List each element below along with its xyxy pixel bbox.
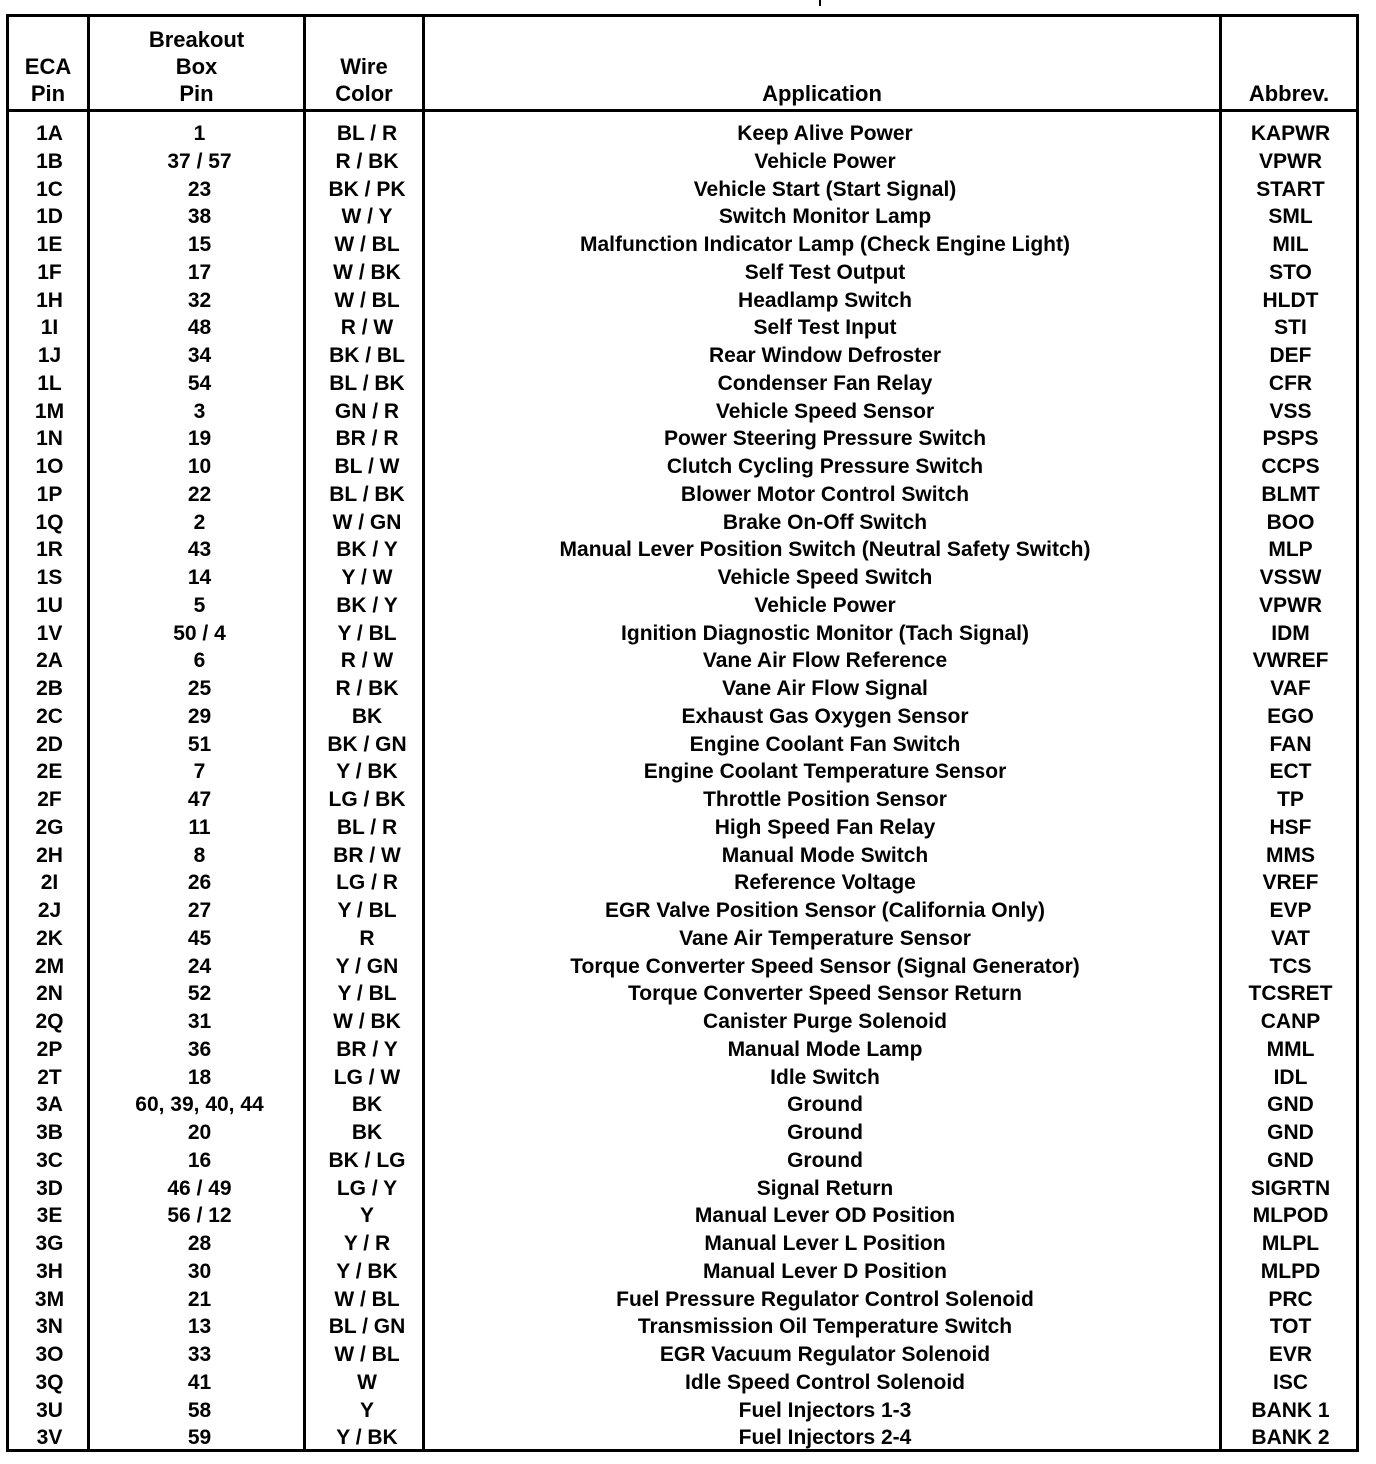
breakout-box-pin-cell: 60, 39, 40, 44 [135, 1093, 264, 1117]
application-cell: High Speed Fan Relay [714, 815, 936, 839]
table-row [9, 1119, 1356, 1147]
breakout-box-pin-cell: 6 [193, 649, 206, 673]
abbrev-cell: BOO [1266, 510, 1315, 534]
eca-pin-cell: 2A [36, 649, 63, 673]
application-cell: Clutch Cycling Pressure Switch [666, 455, 984, 478]
wire-color-cell: R / BK [335, 677, 399, 700]
eca-pin-cell: 2E [36, 760, 63, 784]
wire-color-cell: R / W [340, 649, 394, 673]
breakout-box-pin-cell: 15 [187, 233, 212, 256]
wire-color-cell: LG / R [336, 871, 398, 895]
application-cell: Self Test Input [753, 316, 897, 340]
abbrev-cell: MLP [1268, 538, 1313, 562]
application-cell: EGR Vacuum Regulator Solenoid [659, 1343, 991, 1366]
eca-pin-cell: 1V [36, 621, 63, 645]
application-cell: Vane Air Temperature Sensor [679, 926, 971, 950]
abbrev-cell: EVR [1268, 1343, 1313, 1366]
eca-pin-cell: 3E [36, 1204, 63, 1228]
eca-pin-cell: 1F [37, 260, 62, 284]
wire-color-cell: BL / GN [328, 1315, 406, 1339]
application-cell: Fuel Injectors 2-4 [738, 1426, 912, 1450]
eca-pin-cell: 3O [35, 1343, 64, 1366]
wire-color-cell: BK [351, 1093, 383, 1117]
table-row [9, 647, 1356, 675]
abbrev-cell: TCSRET [1248, 982, 1333, 1006]
abbrev-cell: ECT [1269, 760, 1312, 784]
wire-color-cell: R / W [340, 316, 394, 340]
wire-color-cell: BR / Y [336, 1037, 398, 1061]
abbrev-cell: VREF [1262, 871, 1319, 895]
breakout-box-pin-cell: 59 [187, 1426, 212, 1450]
wire-color-cell: Y / R [343, 1232, 391, 1255]
wire-color-cell: Y / BL [337, 982, 397, 1006]
abbrev-cell: VAF [1270, 677, 1311, 700]
wire-color-cell: Y / BK [336, 760, 398, 784]
eca-pin-cell: 3A [36, 1093, 63, 1117]
application-cell: Vehicle Power [754, 593, 896, 617]
application-cell: Power Steering Pressure Switch [663, 427, 987, 451]
abbrev-cell: CANP [1260, 1010, 1321, 1033]
breakout-box-pin-cell: 27 [187, 899, 212, 922]
wire-color-cell: Y [359, 1398, 374, 1422]
table-row [9, 980, 1356, 1008]
breakout-box-pin-cell: 22 [187, 482, 212, 506]
table-row [9, 897, 1356, 925]
wire-color-cell: Y / GN [335, 954, 399, 978]
application-cell: Rear Window Defroster [708, 344, 941, 367]
abbrev-cell: EGO [1267, 704, 1314, 728]
eca-pin-cell: 1P [36, 482, 63, 506]
breakout-box-pin-cell: 2 [193, 510, 206, 534]
application-cell: Throttle Position Sensor [703, 788, 947, 811]
application-cell: Engine Coolant Temperature Sensor [643, 760, 1007, 784]
wire-color-cell: R [359, 926, 375, 950]
breakout-box-pin-cell: 10 [187, 455, 212, 478]
eca-pin-cell: 3Q [35, 1370, 64, 1394]
wire-color-cell: W / BK [333, 260, 401, 284]
wire-color-cell: W / GN [332, 510, 402, 534]
eca-pin-cell: 2C [36, 704, 63, 728]
application-cell: Manual Mode Lamp [727, 1037, 923, 1061]
eca-pin-cell: 1R [36, 538, 63, 562]
application-cell: Canister Purge Solenoid [703, 1010, 947, 1033]
breakout-box-pin-cell: 47 [187, 788, 212, 811]
wire-color-cell: W / BL [334, 1287, 400, 1311]
breakout-box-pin-cell: 41 [187, 1370, 212, 1394]
pinout-table [6, 14, 1359, 1452]
wire-color-cell: BL / BK [329, 371, 405, 395]
abbrev-cell: HSF [1269, 815, 1312, 839]
application-cell: Reference Voltage [734, 871, 916, 895]
eca-pin-cell: 2N [36, 982, 63, 1006]
application-cell: Self Test Output [744, 260, 906, 284]
header-breakout-box-pin: Breakout Box Pin [148, 27, 245, 106]
table-row [9, 176, 1356, 204]
breakout-box-pin-cell: 16 [187, 1148, 212, 1172]
abbrev-cell: GND [1267, 1148, 1314, 1172]
table-row [9, 925, 1356, 953]
eca-pin-cell: 3C [36, 1148, 63, 1172]
abbrev-cell: BANK 1 [1251, 1398, 1330, 1422]
abbrev-cell: MIL [1272, 233, 1309, 256]
table-row [9, 148, 1356, 176]
wire-color-cell: BK / LG [328, 1148, 406, 1172]
abbrev-cell: ISC [1272, 1370, 1308, 1394]
abbrev-cell: EVP [1269, 899, 1312, 922]
wire-color-cell: BK / BL [329, 344, 405, 367]
abbrev-cell: BANK 2 [1251, 1426, 1330, 1450]
header-application: Application [762, 81, 882, 106]
table-row [9, 536, 1356, 564]
breakout-box-pin-cell: 34 [187, 344, 212, 367]
eca-pin-cell: 3B [36, 1121, 63, 1144]
application-cell: Manual Lever L Position [704, 1232, 946, 1255]
table-row [9, 425, 1356, 453]
table-row [9, 592, 1356, 620]
eca-pin-cell: 1A [36, 122, 63, 145]
eca-pin-cell: 1B [36, 149, 63, 173]
abbrev-cell: MLPD [1260, 1259, 1321, 1283]
abbrev-cell: VWREF [1252, 649, 1329, 673]
breakout-box-pin-cell: 24 [187, 954, 212, 978]
table-row [9, 703, 1356, 731]
table-row [9, 1175, 1356, 1203]
table-row [9, 675, 1356, 703]
wire-color-cell: LG / W [333, 1065, 401, 1089]
wire-color-cell: BL / R [336, 815, 398, 839]
eca-pin-cell: 1S [36, 566, 63, 589]
wire-color-cell: BK [351, 704, 383, 728]
application-cell: Vane Air Flow Signal [722, 677, 928, 700]
wire-color-cell: BR / W [333, 843, 401, 867]
table-row [9, 1258, 1356, 1286]
breakout-box-pin-cell: 51 [187, 732, 212, 756]
application-cell: Manual Lever OD Position [694, 1204, 956, 1228]
table-row [9, 786, 1356, 814]
application-cell: Condenser Fan Relay [717, 371, 933, 395]
eca-pin-cell: 1E [36, 233, 63, 256]
abbrev-cell: MMS [1266, 843, 1315, 867]
breakout-box-pin-cell: 48 [187, 316, 212, 340]
abbrev-cell: BLMT [1261, 482, 1320, 506]
abbrev-cell: PSPS [1262, 427, 1319, 451]
abbrev-cell: SML [1268, 205, 1313, 229]
abbrev-cell: MLPL [1261, 1232, 1320, 1255]
table-row [9, 814, 1356, 842]
abbrev-cell: IDL [1273, 1065, 1308, 1089]
eca-pin-cell: 1L [37, 371, 62, 395]
eca-pin-cell: 1D [36, 205, 63, 229]
breakout-box-pin-cell: 1 [193, 122, 206, 145]
application-cell: Headlamp Switch [738, 288, 912, 312]
breakout-box-pin-cell: 3 [193, 399, 206, 423]
eca-pin-cell: 2P [36, 1037, 63, 1061]
abbrev-cell: START [1256, 177, 1325, 201]
wire-color-cell: W / BK [333, 1010, 401, 1033]
abbrev-cell: CFR [1268, 371, 1313, 395]
table-row [9, 1202, 1356, 1230]
breakout-box-pin-cell: 26 [187, 871, 212, 895]
breakout-box-pin-cell: 36 [187, 1037, 212, 1061]
eca-pin-cell: 2K [36, 926, 63, 950]
table-row [9, 869, 1356, 897]
table-row [9, 1286, 1356, 1314]
breakout-box-pin-cell: 17 [187, 260, 212, 284]
eca-pin-cell: 1H [36, 288, 63, 312]
eca-pin-cell: 3N [36, 1315, 63, 1339]
abbrev-cell: VSS [1269, 399, 1312, 423]
application-cell: Fuel Pressure Regulator Control Solenoid [616, 1287, 1034, 1311]
abbrev-cell: VAT [1271, 926, 1310, 950]
abbrev-cell: GND [1267, 1093, 1314, 1117]
breakout-box-pin-cell: 43 [187, 538, 212, 562]
breakout-box-pin-cell: 13 [187, 1315, 212, 1339]
wire-color-cell: BK / Y [336, 593, 398, 617]
application-cell: Transmission Oil Temperature Switch [637, 1315, 1013, 1339]
table-row [9, 564, 1356, 592]
table-row [9, 1397, 1356, 1425]
application-cell: Ground [787, 1093, 863, 1117]
table-row [9, 953, 1356, 981]
wire-color-cell: BR / R [335, 427, 399, 451]
application-cell: Ground [787, 1148, 863, 1172]
wire-color-cell: W / BL [334, 1343, 400, 1366]
application-cell: EGR Valve Position Sensor (California Only) [605, 899, 1045, 922]
application-cell: Brake On-Off Switch [722, 510, 928, 534]
breakout-box-pin-cell: 19 [187, 427, 212, 451]
breakout-box-pin-cell: 33 [187, 1343, 212, 1366]
wire-color-cell: Y / BL [337, 621, 397, 645]
application-cell: Signal Return [756, 1176, 894, 1200]
wire-color-cell: LG / Y [336, 1176, 398, 1200]
abbrev-cell: FAN [1269, 732, 1312, 756]
table-header [9, 17, 1356, 112]
wire-color-cell: BL / W [334, 455, 400, 478]
wire-color-cell: W / BL [334, 233, 400, 256]
wire-color-cell: Y / BK [336, 1426, 398, 1450]
eca-pin-cell: 3V [36, 1426, 63, 1450]
breakout-box-pin-cell: 8 [193, 843, 206, 867]
wire-color-cell: BK [351, 1121, 383, 1144]
breakout-box-pin-cell: 32 [187, 288, 212, 312]
table-row [9, 1147, 1356, 1175]
abbrev-cell: VSSW [1259, 566, 1322, 589]
breakout-box-pin-cell: 14 [187, 566, 212, 589]
table-row [9, 758, 1356, 786]
wire-color-cell: LG / BK [328, 788, 406, 811]
table-row [9, 370, 1356, 398]
application-cell: Manual Lever D Position [703, 1259, 947, 1283]
table-row [9, 1424, 1356, 1452]
eca-pin-cell: 3U [36, 1398, 63, 1422]
eca-pin-cell: 2T [37, 1065, 62, 1089]
abbrev-cell: STI [1274, 316, 1307, 340]
table-row [9, 120, 1356, 148]
abbrev-cell: MML [1266, 1037, 1315, 1061]
wire-color-cell: BK / PK [328, 177, 406, 201]
breakout-box-pin-cell: 38 [187, 205, 212, 229]
application-cell: Vehicle Power [754, 149, 896, 173]
breakout-box-pin-cell: 23 [187, 177, 212, 201]
eca-pin-cell: 2B [36, 677, 63, 700]
abbrev-cell: SIGRTN [1250, 1176, 1331, 1200]
abbrev-cell: DEF [1269, 344, 1312, 367]
table-row [9, 453, 1356, 481]
eca-pin-cell: 2Q [35, 1010, 64, 1033]
application-cell: Torque Converter Speed Sensor (Signal Generator) [570, 954, 1080, 978]
breakout-box-pin-cell: 29 [187, 704, 212, 728]
abbrev-cell: VPWR [1259, 593, 1322, 617]
application-cell: Vehicle Speed Switch [717, 566, 933, 589]
wire-color-cell: BK / Y [336, 538, 398, 562]
breakout-box-pin-cell: 25 [187, 677, 212, 700]
breakout-box-pin-cell: 31 [187, 1010, 212, 1033]
application-cell: Malfunction Indicator Lamp (Check Engine Light) [579, 233, 1070, 256]
eca-pin-cell: 1U [36, 593, 63, 617]
application-cell: Vehicle Start (Start Signal) [693, 177, 957, 201]
wire-color-cell: Y / BL [337, 899, 397, 922]
application-cell: Ignition Diagnostic Monitor (Tach Signal) [621, 621, 1029, 645]
abbrev-cell: HLDT [1262, 288, 1319, 312]
table-row [9, 231, 1356, 259]
breakout-box-pin-cell: 11 [188, 815, 211, 839]
wire-color-cell: W / Y [341, 205, 393, 229]
table-row [9, 1230, 1356, 1258]
table-row [9, 342, 1356, 370]
eca-pin-cell: 1Q [35, 510, 64, 534]
header-eca-pin: ECA Pin [24, 54, 72, 106]
application-cell: Vane Air Flow Reference [702, 649, 948, 673]
abbrev-cell: VPWR [1259, 149, 1322, 173]
table-row [9, 259, 1356, 287]
application-cell: Manual Mode Switch [721, 843, 929, 867]
wire-color-cell: GN / R [334, 399, 400, 423]
table-row [9, 287, 1356, 315]
eca-pin-cell: 2G [35, 815, 64, 839]
breakout-box-pin-cell: 45 [187, 926, 212, 950]
application-cell: Blower Motor Control Switch [680, 482, 970, 506]
wire-color-cell: Y / W [341, 566, 393, 589]
table-row [9, 1008, 1356, 1036]
application-cell: Idle Speed Control Solenoid [684, 1370, 965, 1394]
table-row [9, 842, 1356, 870]
abbrev-cell: TOT [1269, 1315, 1312, 1339]
abbrev-cell: GND [1267, 1121, 1314, 1144]
eca-pin-cell: 3H [36, 1259, 63, 1283]
abbrev-cell: MLPOD [1252, 1204, 1329, 1228]
breakout-box-pin-cell: 28 [187, 1232, 212, 1255]
eca-pin-cell: 2F [37, 788, 62, 811]
breakout-box-pin-cell: 7 [193, 760, 206, 784]
table-row [9, 1369, 1356, 1397]
eca-pin-cell: 2M [34, 954, 65, 978]
wire-color-cell: BL / R [336, 122, 398, 145]
table-row [9, 620, 1356, 648]
table-row [9, 203, 1356, 231]
application-cell: Ground [787, 1121, 863, 1144]
application-cell: Manual Lever Position Switch (Neutral Safety Switch) [559, 538, 1091, 562]
breakout-box-pin-cell: 58 [187, 1398, 212, 1422]
eca-pin-cell: 1J [37, 344, 62, 367]
wire-color-cell: W / BL [334, 288, 400, 312]
eca-pin-cell: 2J [37, 899, 62, 922]
abbrev-cell: TP [1277, 788, 1304, 811]
application-cell: Fuel Injectors 1-3 [738, 1398, 912, 1422]
abbrev-cell: PRC [1268, 1287, 1313, 1311]
abbrev-cell: KAPWR [1250, 122, 1331, 145]
header-wire-color: Wire Color [335, 54, 393, 106]
wire-color-cell: BK / GN [327, 732, 407, 756]
application-cell: Torque Converter Speed Sensor Return [627, 982, 1023, 1006]
eca-pin-cell: 3D [36, 1176, 63, 1200]
abbrev-cell: TCS [1269, 954, 1312, 978]
table-row [9, 398, 1356, 426]
wire-color-cell: W [357, 1370, 377, 1394]
application-cell: Keep Alive Power [737, 122, 913, 145]
breakout-box-pin-cell: 21 [187, 1287, 212, 1311]
application-cell: Idle Switch [770, 1065, 880, 1089]
breakout-box-pin-cell: 50 / 4 [173, 621, 226, 645]
header-abbrev: Abbrev. [1248, 81, 1330, 106]
eca-pin-cell: 1N [36, 427, 63, 451]
table-row [9, 1064, 1356, 1092]
breakout-box-pin-cell: 20 [187, 1121, 212, 1144]
table-row [9, 1313, 1356, 1341]
wire-color-cell: Y [359, 1204, 374, 1228]
breakout-box-pin-cell: 5 [193, 593, 206, 617]
breakout-box-pin-cell: 46 / 49 [167, 1176, 232, 1200]
eca-pin-cell: 2H [36, 843, 63, 867]
eca-pin-cell: 1C [36, 177, 63, 201]
wire-color-cell: R / BK [335, 149, 399, 173]
abbrev-cell: CCPS [1261, 455, 1320, 478]
table-row [9, 1091, 1356, 1119]
wire-color-cell: Y / BK [336, 1259, 398, 1283]
table-row [9, 314, 1356, 342]
eca-pin-cell: 2D [36, 732, 63, 756]
abbrev-cell: IDM [1271, 621, 1310, 645]
eca-pin-cell: 1O [35, 455, 64, 478]
table-row [9, 731, 1356, 759]
eca-pin-cell: 1I [40, 316, 59, 340]
breakout-box-pin-cell: 30 [187, 1259, 212, 1283]
wire-color-cell: BL / BK [329, 482, 405, 506]
eca-pin-cell: 1M [34, 399, 65, 423]
table-row [9, 1036, 1356, 1064]
application-cell: Switch Monitor Lamp [718, 205, 932, 229]
eca-pin-cell: 3M [34, 1287, 65, 1311]
breakout-box-pin-cell: 37 / 57 [167, 149, 232, 173]
application-cell: Engine Coolant Fan Switch [689, 732, 961, 756]
top-mark [819, 0, 821, 6]
breakout-box-pin-cell: 52 [187, 982, 212, 1006]
breakout-box-pin-cell: 56 / 12 [167, 1204, 232, 1228]
application-cell: Exhaust Gas Oxygen Sensor [681, 704, 969, 728]
table-body [9, 120, 1356, 1452]
application-cell: Vehicle Speed Sensor [715, 399, 935, 423]
table-row [9, 481, 1356, 509]
breakout-box-pin-cell: 54 [187, 371, 212, 395]
abbrev-cell: STO [1269, 260, 1312, 284]
table-row [9, 509, 1356, 537]
table-row [9, 1341, 1356, 1369]
breakout-box-pin-cell: 18 [187, 1065, 212, 1089]
eca-pin-cell: 2I [40, 871, 59, 895]
eca-pin-cell: 3G [35, 1232, 64, 1255]
